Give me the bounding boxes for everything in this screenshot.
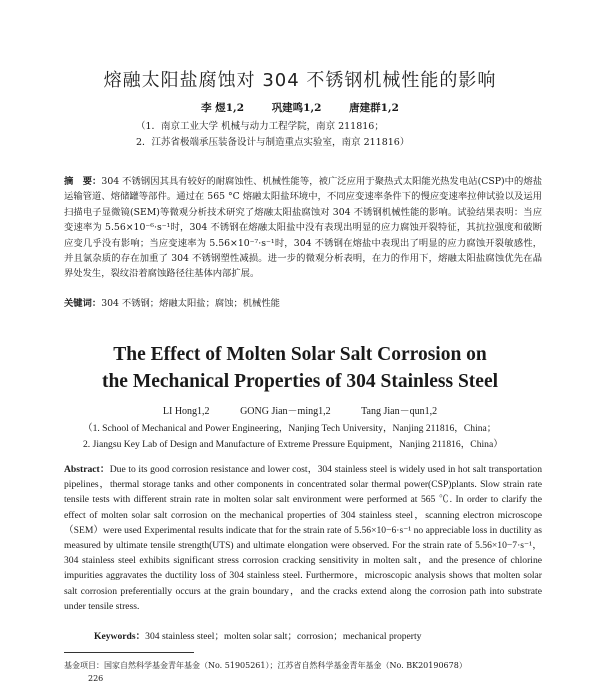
english-keywords-text: 304 stainless steel；molten solar salt；corrosion；mechanical property [145, 631, 422, 642]
english-keywords-label: Keywords： [94, 631, 146, 642]
chinese-title: 熔融太阳盐腐蚀对 304 不锈钢机械性能的影响 [103, 70, 497, 91]
chinese-keywords-text: 304 不锈钢；熔融太阳盐；腐蚀；机械性能 [101, 298, 280, 309]
chinese-abstract [64, 174, 542, 282]
chinese-keywords [64, 295, 280, 309]
english-title-line: The Effect of Molten Solar Salt Corrosion on [113, 344, 487, 365]
english-author: GONG Jian－ming1,2 [240, 406, 331, 417]
english-author: Tang Jian－qun1,2 [361, 406, 438, 417]
english-abstract [64, 462, 542, 614]
chinese-author: 李 煜1,2 [201, 102, 245, 114]
chinese-author: 巩建鸣1,2 [271, 102, 322, 114]
english-keywords [94, 628, 421, 642]
english-title-line: the Mechanical Properties of 304 Stainless Steel [101, 371, 499, 392]
chinese-abstract-label: 摘 要： [64, 176, 102, 187]
english-affiliation-2: 2. Jiangsu Key Lab of Design and Manufacture of Extreme Pressure Equipment，Nanjing 211816，China） [83, 439, 503, 450]
chinese-author: 唐建群1,2 [349, 102, 399, 114]
chinese-affiliation-2: 2．江苏省极端承压装备设计与制造重点实验室，南京 211816） [136, 137, 410, 148]
chinese-affiliation-1: （1．南京工业大学 机械与动力工程学院，南京 211816； [136, 121, 384, 132]
chinese-keywords-label: 关键词： [64, 298, 102, 309]
english-abstract-text: Due to its good corrosion resistance and lower cost，304 stainless steel is widely used in hot salt transportation pipelines，thermal storage tanks and other components in concentrated solar thermal power(CSP)plants. Slow strain rate tensile tests with different strain rate in molten solar salt environment were performed at 565 ℃. In order to clarify the effect of molten solar salt corrosion on the mechanical properties of 304 stainless steel，scanning electron microscope（SEM）were used Experimental results indicate that for the strain rate of 5.56×10−6·s⁻¹ no appreciable loss in ductility as measured by ultimate tensile strength(UTS) and ultimate elongation were observed. For the strain rate of 5.56×10−7·s⁻¹，304 stainless steel exhibits significant stress corrosion cracking sensitivity in molten salt，and the presence of chlorine impurities aggravates the ductility loss of 304 stainless steel. Furthermore，microscopic analysis shows that molten solar salt corrosion preferentially occurs at the grain boundary，and the cracks extend along the corrosion path into substrate under tensile stress. [64, 464, 542, 612]
chinese-authors [0, 100, 600, 115]
funding-footnote: 基金项目：国家自然科学基金青年基金（No. 51905261）；江苏省自然科学基金青年基金（No. BK20190678） [64, 661, 467, 670]
english-affiliation-1: （1. School of Mechanical and Power Engineering，Nanjing Tech University，Nanjing 211816，China； [83, 423, 497, 434]
english-authors [0, 402, 600, 417]
page-number: 226 [88, 674, 104, 683]
footnote-divider [64, 652, 194, 653]
english-abstract-label: Abstract： [64, 464, 110, 475]
chinese-abstract-text: 304 不锈钢因其具有较好的耐腐蚀性、机械性能等，被广泛应用于聚热式太阳能光热发电站(CSP)中的熔盐运输管道、熔储罐等部件。通过在 565 °C 熔融太阳盐环境中，不同应变速率条件下的慢应变速率拉伸试验以及运用扫描电子显微镜(SEM)等微观分析技术研究了熔融太阳盐腐蚀对 304 不锈钢机械性能的影响。试验结果表明：当应变速率为 5.56×10⁻⁶·s⁻¹时，304 不锈钢在熔融太阳盐中没有表现出明显的应力腐蚀开裂特征，其抗拉强度和破断应变几乎没有影响；当应变速率为 5.56×10⁻⁷·s⁻¹时，304 不锈钢在熔盐中表现出了明显的应力腐蚀开裂敏感性，并且氯杂质的存在加重了 304 不锈钢塑性减损。进一步的微观分析表明，在力的作用下，熔融太阳盐腐蚀优先在晶界处发生，裂纹沿着腐蚀路径往基体内部扩展。 [64, 176, 542, 280]
english-title [0, 341, 600, 395]
english-author: LI Hong1,2 [162, 406, 210, 417]
